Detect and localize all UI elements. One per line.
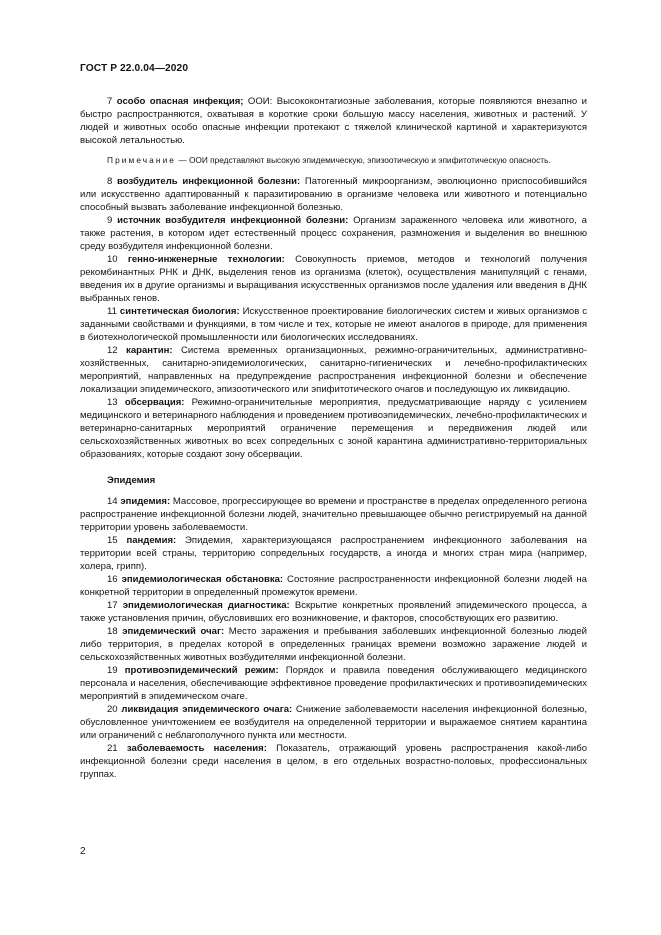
entry-number: 19 — [107, 665, 118, 676]
entry-term: особо опасная инфекция; — [116, 96, 244, 107]
entry-definition: Организм зараженного человека или животного, а также растения, в котором идет естественный процесс сохранения, размножения и выделения во внешнюю среду возбудителя инфекционной болезни. — [80, 215, 587, 252]
entry-definition: Вскрытие конкретных проявлений эпидемического процесса, а также установления причин, обусловивших его возникновение, и факторов, способствующих его развитию. — [80, 600, 587, 624]
entries-group-a — [80, 95, 587, 147]
entry-term: источник возбудителя инфекционной болезни: — [117, 215, 349, 226]
entry-number: 13 — [107, 397, 118, 408]
entry-term: генно-инженерные технологии: — [127, 254, 285, 265]
note-label: Примечание — [107, 155, 177, 165]
term-entry — [80, 344, 587, 396]
entry-definition: Искусственное проектирование биологических систем и живых организмов с заданными свойствами и функциями, в том числе и тех, которые не имеют аналогов в природе, для применения в биотехнологической промышленности или биологических исследованиях. — [80, 306, 588, 343]
entry-definition: Состояние распространенности инфекционной болезни людей на конкретной территории в определенный промежуток времени. — [80, 574, 587, 598]
term-entry — [80, 703, 587, 742]
term-entry — [80, 253, 587, 305]
entry-definition: Совокупность приемов, методов и технологий получения рекомбинантных РНК и ДНК, выделения генов из организма (клеток), осуществления манипуляций с генами, введения их в другие организмы и выращивания искусственных организмов после удаления или введения в ДНК выбранных генов. — [80, 254, 587, 304]
entry-definition: Эпидемия, характеризующаяся распространением инфекционного заболевания на территории всей страны, территорию сопредельных государств, а иногда и многих стран мира (например, холера, грипп). — [80, 535, 587, 572]
entry-definition: Массовое, прогрессирующее во времени и пространстве в пределах определенного региона распространение инфекционной болезни людей, значительно превышающее обычно регистрируемый на данной территории уровень заболеваемости. — [80, 496, 587, 533]
entry-number: 12 — [107, 345, 118, 356]
entry-term: карантин: — [126, 345, 173, 356]
entry-number: 18 — [107, 626, 118, 637]
entry-number: 16 — [107, 574, 118, 585]
document-header: ГОСТ Р 22.0.04—2020 — [80, 63, 189, 74]
term-entry — [80, 95, 587, 147]
entry-term: эпидемический очаг: — [122, 626, 225, 637]
entry-number: 14 — [107, 496, 118, 507]
term-entry — [80, 742, 587, 781]
term-entry — [80, 573, 587, 599]
term-entry — [80, 495, 587, 534]
entry-definition: Показатель, отражающий уровень распространения какой-либо инфекционной болезни среди населения в целом, в его отдельных возрастно-половых, профессиональных группах. — [80, 743, 587, 780]
entry-number: 11 — [107, 306, 117, 317]
entry-number: 7 — [107, 96, 113, 107]
term-entry — [80, 625, 587, 664]
entry-term: пандемия: — [126, 535, 177, 546]
entry-term: обсервация: — [124, 397, 185, 408]
entry-term: противоэпидемический режим: — [124, 665, 279, 676]
term-entry — [80, 214, 587, 253]
entry-term: эпидемиологическая диагностика: — [122, 600, 290, 611]
entry-definition: Порядок и правила поведения обслуживающего медицинского персонала и населения, обеспечивающие эффективное проведение профилактических и противоэпидемических мероприятий в эпидемическом очаге. — [80, 665, 587, 702]
entry-term: эпидемия: — [120, 496, 171, 507]
term-entry — [80, 664, 587, 703]
entry-number: 20 — [107, 704, 118, 715]
entry-definition: Снижение заболеваемости населения инфекционной болезнью, обусловленное уничтожением ее возбудителя на определенной территории и выражаемое снятием карантина или ограничений с неблагополучного пункта или местности. — [80, 704, 587, 741]
note — [80, 154, 587, 166]
document-body — [80, 95, 587, 781]
entry-number: 10 — [107, 254, 118, 265]
section-heading: Эпидемия — [107, 475, 156, 486]
entry-definition: ООИ: Высококонтагиозные заболевания, которые появляются внезапно и быстро распространяются, охватывая в короткие сроки большую массу населения, животных и растений. У людей и животных особо опасные инфекции протекают с тяжелой клинической картиной и характеризуются высокой летальностью. — [80, 96, 588, 146]
term-entry — [80, 396, 587, 461]
entry-definition: Режимно-ограничительные мероприятия, предусматривающие наряду с усилением медицинского и ветеринарного наблюдения и проведением противоэпидемических, лечебно-профилактических и ветеринарно-санитарных мероприятий ограничение перемещения и передвижения людей или сельскохозяйственных животных во всех сопредельных с зоной карантина административно-территориальных образованиях, которые создают зону обсервации. — [80, 397, 587, 460]
page-number: 2 — [80, 846, 86, 857]
entry-definition: Система временных организационных, режимно-ограничительных, административно-хозяйственных, санитарно-эпидемиологических, санитарно-гигиенических и лечебно-профилактических мероприятий, направленных на предупреждение распространения инфекционной болезни и обеспечение локализации эпидемического, эпизоотического или эпифитотического очагов и последующую их ликвидацию. — [80, 345, 587, 395]
entry-term: ликвидация эпидемического очага: — [121, 704, 293, 715]
entries-group-b — [80, 175, 587, 461]
term-entry — [80, 599, 587, 625]
entry-number: 21 — [107, 743, 118, 754]
entry-definition: Место заражения и пребывания заболевших инфекционной болезнью людей либо территория, в пределах которой в определенных границах времени возможно заражение людей и сельскохозяйственных животных возбудителями инфекционной болезни. — [80, 626, 588, 663]
entry-number: 15 — [107, 535, 118, 546]
entry-definition: Патогенный микроорганизм, эволюционно приспособившийся или искусственно адаптированный к паразитированию в организме человека или животного и потенциально способный вызвать заболевание инфекционной болезнью. — [80, 176, 587, 213]
entries-group-c — [80, 495, 587, 781]
term-entry — [80, 175, 587, 214]
entry-term: синтетическая биология: — [119, 306, 240, 317]
note-text: — ООИ представляют высокую эпидемическую, эпизоотическую и эпифитотическую опасность. — [176, 155, 551, 165]
entry-number: 9 — [107, 215, 113, 226]
entry-number: 17 — [107, 600, 118, 611]
entry-term: эпидемиологическая обстановка: — [121, 574, 284, 585]
entry-term: заболеваемость населения: — [126, 743, 267, 754]
term-entry — [80, 534, 587, 573]
entry-term: возбудитель инфекционной болезни: — [117, 176, 301, 187]
term-entry — [80, 305, 587, 344]
entry-number: 8 — [107, 176, 113, 187]
